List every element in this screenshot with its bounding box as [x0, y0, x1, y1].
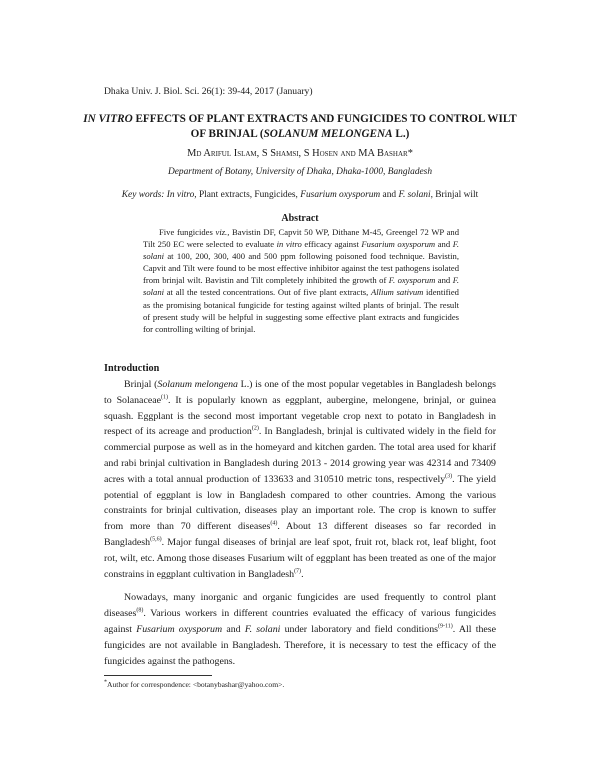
body-text: .: [301, 568, 304, 580]
abstract-italic: F. solani: [143, 239, 459, 262]
paper-title: [80, 112, 520, 142]
body-italic: Fusarium oxysporum: [136, 623, 223, 635]
footnote-divider: [104, 675, 212, 676]
abstract-italic: Fusarium oxysporum: [361, 239, 436, 250]
title-italic-3: SOLANUM MELONGENA: [263, 128, 393, 140]
abstract-italic: Allium sativum: [370, 287, 424, 298]
keyword-fusarium: Fusarium oxysporum: [300, 190, 381, 200]
abstract-text: Bavistin DF, Capvit 50 WP, Dithane M-45, Greengel 72 WP and Tilt 250 EC were selected to evaluate: [143, 227, 460, 250]
title-text-2: EFFECTS OF PLANT EXTRACTS AND FUNGICIDES TO CONTROL WILT OF BRINJAL (: [132, 113, 517, 140]
abstract-text: identified as the promising botanical fungicide for testing against wilted plants of brinjal. The result of present study will be helpful in suggesting some effective plant extracts and fungicides for controlling wilting of brinjal.: [143, 287, 459, 334]
body-text: . It is popularly known as eggplant, aubergine, melongene, brinjal, or guinea squash. Eggplant is the second most important vegetable crop next to potato in Bangladesh in respect of its acreage and production: [104, 394, 497, 438]
body-text: Brinjal (: [124, 379, 158, 390]
abstract-text: efficacy against: [301, 239, 362, 250]
body-italic: F. solani: [244, 623, 281, 635]
body-text: L.) is one of the most popular vegetables in Bangladesh belongs to Solanaceae: [104, 379, 496, 406]
body-text: and: [222, 623, 245, 635]
title-italic-1: IN VITRO: [83, 113, 133, 125]
keywords-label: Key words:: [121, 190, 165, 200]
body-text: . The yield potential of eggplant is low in Bangladesh compared to other countries. Among the various constraints for brinjal cultivation, diseases play an important role. The crop is known to suffer from more than 70 different diseases: [104, 473, 496, 533]
abstract-paragraph: [143, 226, 459, 335]
body-text: . Major fungal diseases of brinjal are leaf spot, fruit rot, black rot, leaf blight, foot rot, wilt, etc. Among those diseases Fusarium wilt of eggplant has been treated as one of the major constrains in eggplant cultivation in Bangladesh: [104, 536, 496, 580]
abstract-italic: F. solani: [143, 275, 459, 298]
journal-citation: Dhaka Univ. J. Biol. Sci. 26(1): 39-44, 2017 (January): [104, 86, 313, 97]
keyword-text: , Brinjal wilt: [430, 190, 479, 200]
abstract-text: and: [435, 239, 453, 250]
citation-ref: (5,6): [150, 536, 162, 543]
abstract-body: [143, 226, 459, 335]
authors: Md Ariful Islam, S Shamsi, S Hosen and MA Bashar*: [187, 148, 413, 159]
abstract-italic: in vitro: [276, 239, 302, 250]
body-text: . Various workers in different countries evaluated the efficacy of various fungicides against: [104, 608, 496, 635]
introduction-heading: Introduction: [104, 363, 160, 374]
keyword-text: , Plant extracts, Fungicides,: [194, 190, 301, 200]
citation-ref: (3): [445, 473, 453, 480]
body-text: . In Bangladesh, brinjal is cultivated widely in the field for commercial purpose as well as in the homeyard and kitchen garden. The total area used for kharif and rabi brinjal cultivation in Bangladesh during 2013 - 2014 growing year was 42314 and 73409 acres with a total annual production of 133633 and 310510 metric tons, respectively: [104, 426, 496, 485]
abstract-text: at 100, 200, 300, 400 and 500 ppm following poisoned food technique. Bavistin, Capvit and Tilt were found to be most effective inhibitor against the test pathogens isolated from brinjal wilt. Bavistin and Tilt completely inhibited the growth of: [143, 251, 459, 286]
abstract-text: and: [435, 275, 453, 286]
introduction-body: [104, 377, 496, 677]
citation-ref: (9-11): [437, 623, 453, 630]
abstract-text: Five fungicides: [159, 227, 216, 237]
title-text-4: L.): [392, 128, 410, 140]
citation-ref: (8): [136, 607, 144, 614]
body-text: under laboratory and field conditions: [280, 623, 438, 635]
keyword-in-vitro: In vitro: [166, 190, 195, 200]
footnote-text: Author for correspondence: <botanybashar@yahoo.com>.: [107, 680, 285, 689]
abstract-text: at all the tested concentrations. Out of five plant extracts,: [164, 287, 371, 298]
citation-ref: (7): [294, 568, 302, 575]
citation-ref: (1): [160, 394, 168, 401]
body-text: Nowadays, many inorganic and organic fungicides are used frequently to control plant diseases: [104, 592, 496, 620]
affiliation: Department of Botany, University of Dhaka, Dhaka-1000, Bangladesh: [167, 167, 433, 177]
body-italic: Solanum melongena: [157, 379, 238, 390]
footnote-mark: *: [104, 679, 107, 686]
citation-ref: (2): [251, 426, 259, 433]
keyword-text: and: [380, 190, 399, 200]
footnote: [104, 680, 284, 689]
body-text: . All these fungicides are not available in Bangladesh. Therefore, it is necessary to test the efficacy of the fungicides against the pathogens.: [104, 623, 496, 667]
abstract-italic: F. oxysporum: [388, 275, 436, 286]
keyword-solani: F. solani: [398, 190, 431, 200]
body-text: . About 13 different diseases so far recorded in Bangladesh: [104, 521, 496, 548]
intro-paragraph-1: [104, 377, 496, 582]
abstract-heading: Abstract: [281, 213, 319, 224]
abstract-italic: viz.,: [215, 227, 230, 237]
intro-paragraph-2: [104, 590, 496, 669]
keywords: [0, 190, 600, 200]
citation-ref: (4): [270, 520, 278, 527]
